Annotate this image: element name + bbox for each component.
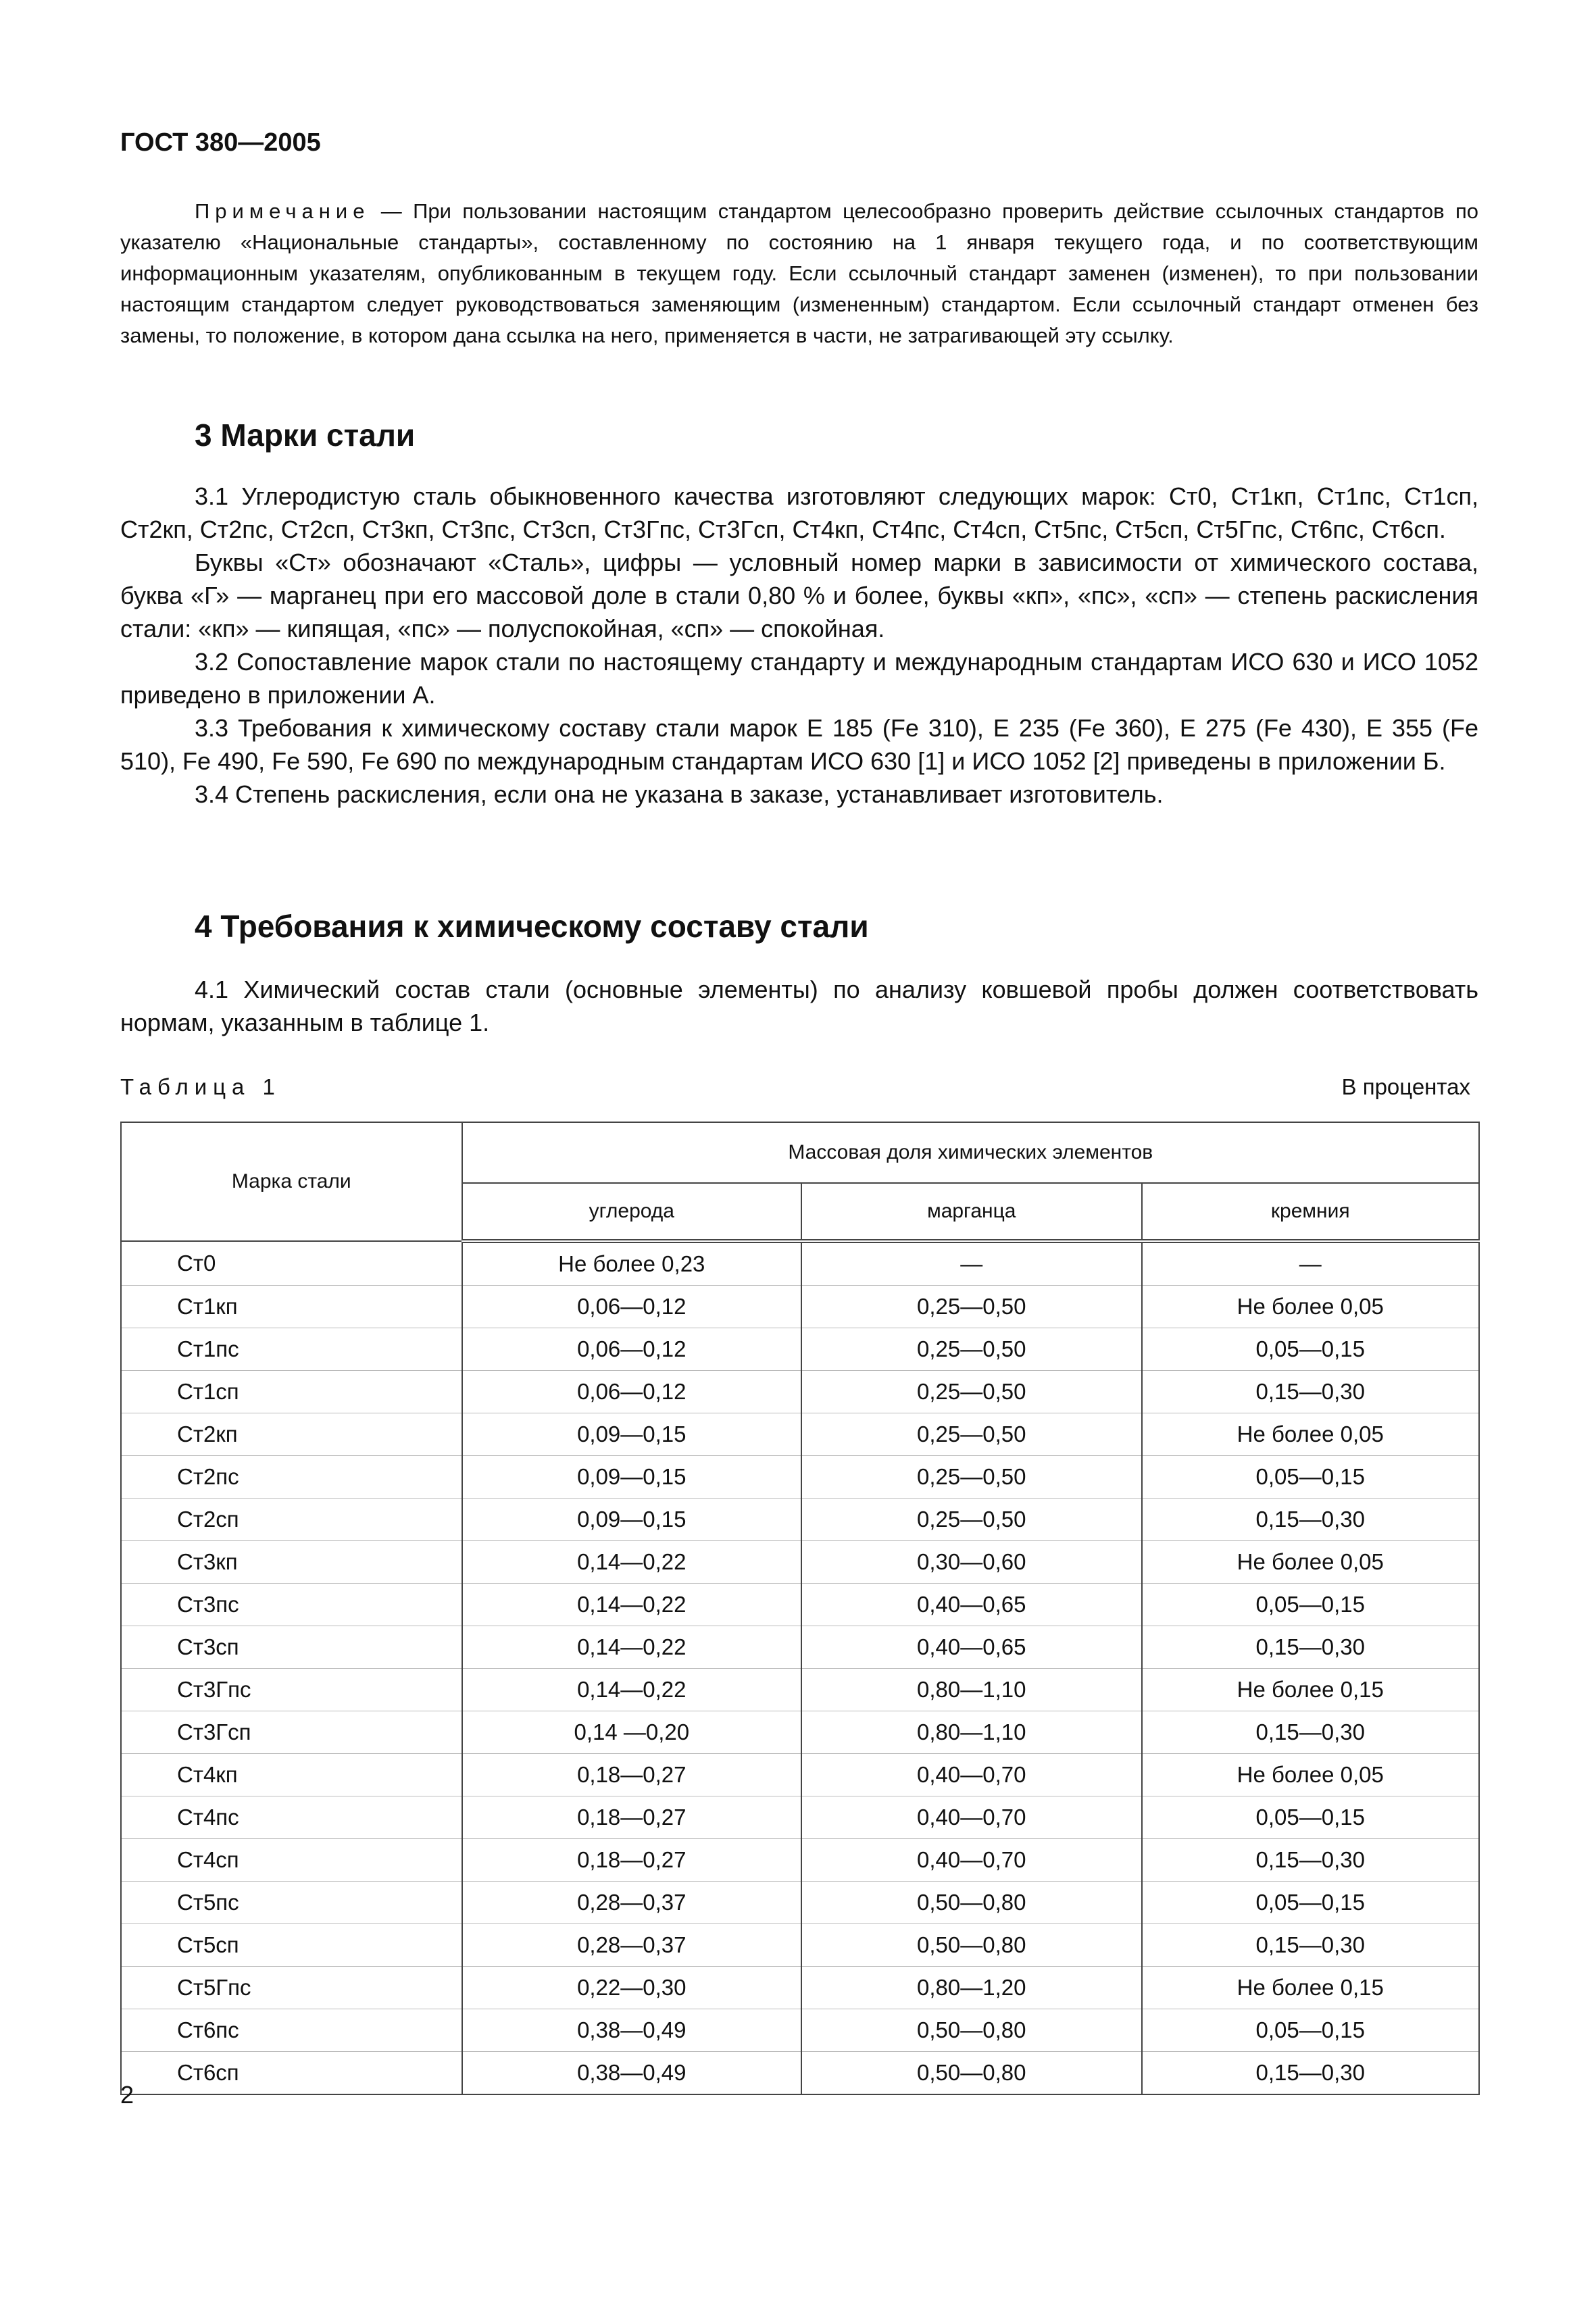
table-row [121,1882,1479,1924]
section-3-body [120,480,1478,811]
manganese-cell: 0,50—0,80 [801,2009,1141,2052]
carbon-cell: 0,14—0,22 [462,1584,801,1626]
steel-grade-cell: Ст3кп [121,1541,462,1584]
carbon-cell: 0,28—0,37 [462,1882,801,1924]
paragraph-3-3: 3.3 Требования к химическому составу стали марок Е 185 (Fe 310), Е 235 (Fe 360), Е 275 (Fe 430), Е 355 (Fe 510), Fe 490, Fe 590, Fe 690 по международным стандартам ИСО 630 [1] и ИСО 1052 [2] приведены в приложении Б. [120,714,1478,775]
silicon-cell: 0,15—0,30 [1142,1924,1479,1967]
header-manganese: марганца [801,1183,1141,1241]
paragraph-3-4: 3.4 Степень раскисления, если она не указана в заказе, устанавливает изготовитель. [195,780,1164,808]
silicon-cell: 0,05—0,15 [1142,1456,1479,1499]
header-steel-grade: Марка стали [121,1122,462,1241]
manganese-cell: 0,25—0,50 [801,1456,1141,1499]
steel-grade-cell: Ст4кп [121,1754,462,1796]
header-mass-fraction: Массовая доля химических элементов [462,1122,1479,1183]
carbon-cell: 0,14—0,22 [462,1541,801,1584]
carbon-cell: 0,18—0,27 [462,1754,801,1796]
manganese-cell: 0,25—0,50 [801,1328,1141,1371]
table-row [121,1541,1479,1584]
carbon-cell: 0,06—0,12 [462,1371,801,1413]
carbon-cell: 0,14—0,22 [462,1669,801,1711]
steel-grade-cell: Ст6пс [121,2009,462,2052]
manganese-cell: 0,30—0,60 [801,1541,1141,1584]
note-text: — При пользовании настоящим стандартом целесообразно проверить действие ссылочных стандартов по указателю «Национальные стандарты», составленному по состоянию на 1 января текущего года, и по соответствующим информационным указателям, опубликованным в текущем году. Если ссылочный стандарт заменен (изменен), то при пользовании настоящим стандартом следует руководствоваться заменяющим (измененным) стандартом. Если ссылочный стандарт отменен без замены, то положение, в котором дана ссылка на него, применяется в части, не затрагивающей эту ссылку. [120,199,1478,347]
steel-grade-cell: Ст1пс [121,1328,462,1371]
table-body [121,1241,1479,2094]
carbon-cell: 0,09—0,15 [462,1456,801,1499]
carbon-cell: 0,38—0,49 [462,2052,801,2095]
carbon-cell: 0,18—0,27 [462,1839,801,1882]
carbon-cell: 0,06—0,12 [462,1286,801,1328]
manganese-cell: 0,50—0,80 [801,1882,1141,1924]
table-row [121,1371,1479,1413]
manganese-cell: 0,50—0,80 [801,2052,1141,2095]
steel-grade-cell: Ст1сп [121,1371,462,1413]
table-row [121,2052,1479,2095]
steel-grade-cell: Ст4пс [121,1796,462,1839]
silicon-cell: 0,15—0,30 [1142,1371,1479,1413]
table-row [121,1241,1479,1286]
manganese-cell: 0,80—1,10 [801,1669,1141,1711]
carbon-cell: 0,09—0,15 [462,1413,801,1456]
carbon-cell: 0,14 —0,20 [462,1711,801,1754]
carbon-cell: 0,06—0,12 [462,1328,801,1371]
silicon-cell: 0,05—0,15 [1142,1584,1479,1626]
silicon-cell: 0,15—0,30 [1142,1626,1479,1669]
silicon-cell: 0,05—0,15 [1142,2009,1479,2052]
silicon-cell: — [1142,1241,1479,1286]
carbon-cell: 0,14—0,22 [462,1626,801,1669]
section-4-body [120,973,1478,1039]
steel-grade-cell: Ст5пс [121,1882,462,1924]
table-row [121,2009,1479,2052]
table-row [121,1328,1479,1371]
silicon-cell: 0,15—0,30 [1142,2052,1479,2095]
carbon-cell: 0,09—0,15 [462,1499,801,1541]
silicon-cell: 0,15—0,30 [1142,1499,1479,1541]
steel-grade-cell: Ст1кп [121,1286,462,1328]
table-row [121,1626,1479,1669]
manganese-cell: 0,25—0,50 [801,1286,1141,1328]
table-unit-label: В процентах [1341,1074,1470,1099]
silicon-cell: 0,05—0,15 [1142,1328,1479,1371]
manganese-cell: 0,40—0,70 [801,1839,1141,1882]
silicon-cell: Не более 0,15 [1142,1967,1479,2009]
table-row [121,1967,1479,2009]
manganese-cell: 0,40—0,65 [801,1626,1141,1669]
steel-composition-table [120,1122,1480,2095]
manganese-cell: 0,25—0,50 [801,1413,1141,1456]
steel-grade-cell: Ст3Гпс [121,1669,462,1711]
steel-grade-cell: Ст6сп [121,2052,462,2095]
steel-grade-cell: Ст3сп [121,1626,462,1669]
steel-grade-cell: Ст2пс [121,1456,462,1499]
table-row [121,1456,1479,1499]
manganese-cell: — [801,1241,1141,1286]
steel-grade-cell: Ст2кп [121,1413,462,1456]
carbon-cell: 0,22—0,30 [462,1967,801,2009]
note-paragraph [120,196,1478,351]
silicon-cell: Не более 0,15 [1142,1669,1479,1711]
manganese-cell: 0,80—1,20 [801,1967,1141,2009]
silicon-cell: 0,05—0,15 [1142,1796,1479,1839]
silicon-cell: 0,15—0,30 [1142,1839,1479,1882]
silicon-cell: 0,15—0,30 [1142,1711,1479,1754]
document-code-header: ГОСТ 380—2005 [120,128,321,157]
table-row [121,1669,1479,1711]
table-row [121,1413,1479,1456]
carbon-cell: 0,28—0,37 [462,1924,801,1967]
manganese-cell: 0,40—0,65 [801,1584,1141,1626]
header-silicon: кремния [1142,1183,1479,1241]
steel-grade-cell: Ст0 [121,1241,462,1286]
silicon-cell: Не более 0,05 [1142,1541,1479,1584]
steel-grade-cell: Ст5Гпс [121,1967,462,2009]
table-row [121,1796,1479,1839]
manganese-cell: 0,80—1,10 [801,1711,1141,1754]
table-row [121,1499,1479,1541]
table-row [121,1839,1479,1882]
manganese-cell: 0,40—0,70 [801,1796,1141,1839]
table-row [121,1584,1479,1626]
steel-grade-cell: Ст2сп [121,1499,462,1541]
note-label: Примечание [195,199,370,223]
table-caption: Таблица 1 [120,1074,281,1099]
carbon-cell: 0,38—0,49 [462,2009,801,2052]
manganese-cell: 0,25—0,50 [801,1371,1141,1413]
table-row [121,1754,1479,1796]
carbon-cell: 0,18—0,27 [462,1796,801,1839]
steel-grade-cell: Ст5сп [121,1924,462,1967]
manganese-cell: 0,50—0,80 [801,1924,1141,1967]
steel-grade-cell: Ст3пс [121,1584,462,1626]
table-row [121,1924,1479,1967]
table-row [121,1286,1479,1328]
manganese-cell: 0,25—0,50 [801,1499,1141,1541]
paragraph-3-1: 3.1 Углеродистую сталь обыкновенного качества изготовляют следующих марок: Ст0, Ст1кп, Ст1пс, Ст1сп, Ст2кп, Ст2пс, Ст2сп, Ст3кп, Ст3пс, Ст3сп, Ст3Гпс, Ст3Гсп, Ст4кп, Ст4пс, Ст4сп, Ст5пс, Ст5сп, Ст5Гпс, Ст6пс, Ст6сп. [120,482,1478,543]
paragraph-4-1: 4.1 Химический состав стали (основные элементы) по анализу ковшевой пробы должен соответствовать нормам, указанным в таблице 1. [120,976,1478,1036]
header-carbon: углерода [462,1183,801,1241]
table-row [121,1711,1479,1754]
paragraph-3-2: 3.2 Сопоставление марок стали по настоящему стандарту и международным стандартам ИСО 630 и ИСО 1052 приведено в приложении А. [120,648,1478,709]
silicon-cell: Не более 0,05 [1142,1413,1479,1456]
page-number: 2 [120,2081,134,2109]
steel-grade-cell: Ст4сп [121,1839,462,1882]
manganese-cell: 0,40—0,70 [801,1754,1141,1796]
silicon-cell: 0,05—0,15 [1142,1882,1479,1924]
silicon-cell: Не более 0,05 [1142,1754,1479,1796]
section-3-title: 3 Марки стали [195,418,416,453]
steel-grade-cell: Ст3Гсп [121,1711,462,1754]
paragraph-3-1-letters: Буквы «Ст» обозначают «Сталь», цифры — условный номер марки в зависимости от химического состава, буква «Г» — марганец при его массовой доле в стали 0,80 % и более, буквы «кп», «пс», «сп» — степень раскисления стали: «кп» — кипящая, «пс» — полуспокойная, «сп» — спокойная. [120,549,1478,643]
silicon-cell: Не более 0,05 [1142,1286,1479,1328]
carbon-cell: Не более 0,23 [462,1241,801,1286]
section-4-title: 4 Требования к химическому составу стали [195,909,869,944]
